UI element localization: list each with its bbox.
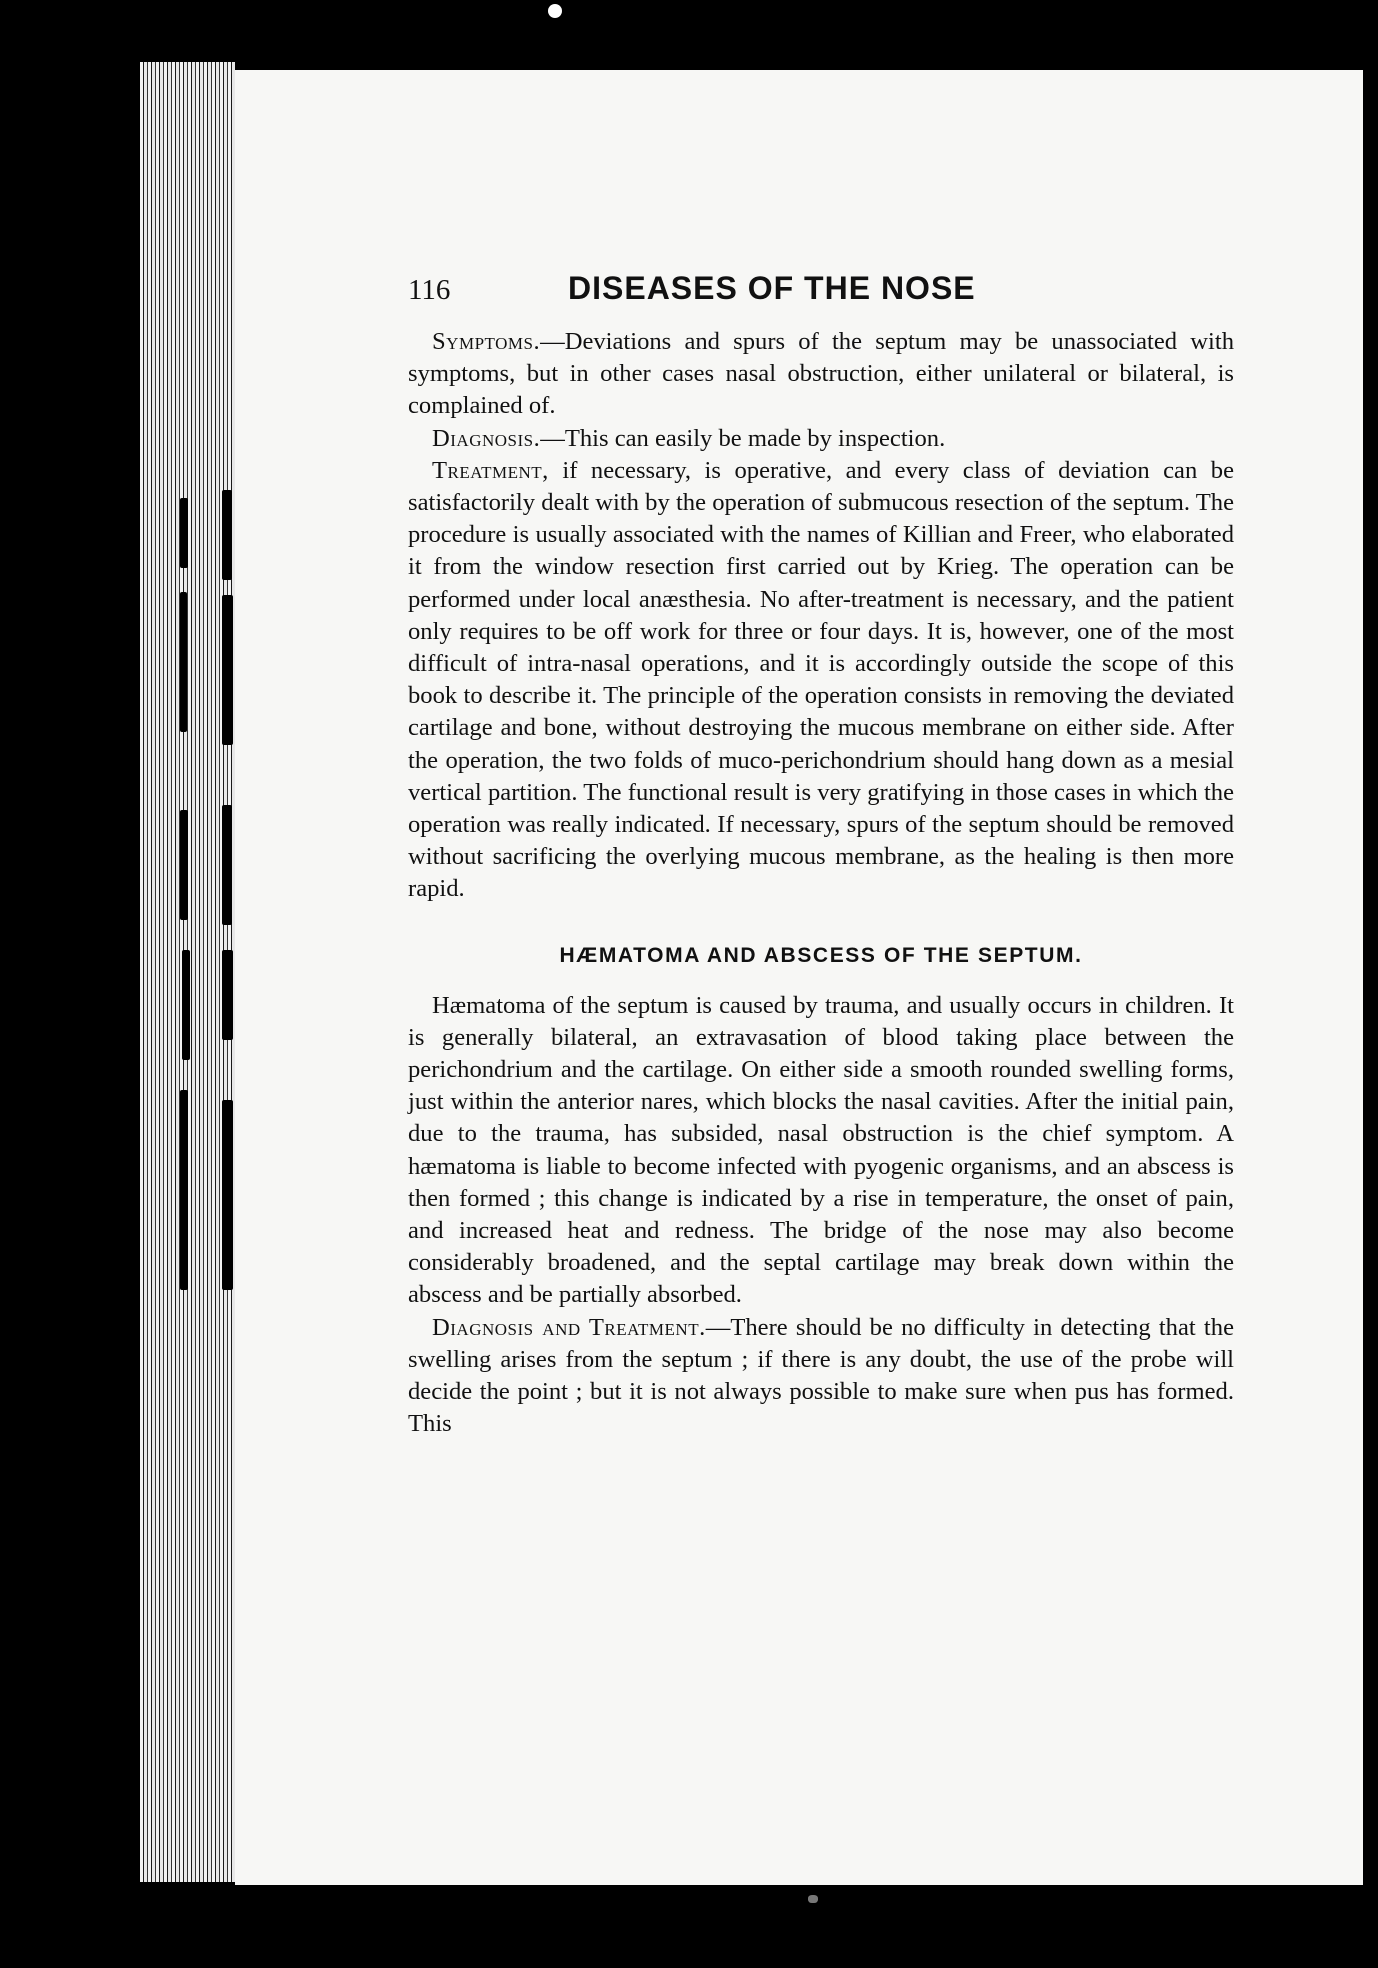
run-in-heading: Symptoms. (432, 328, 541, 355)
paragraph-text: if necessary, is operative, and every class of deviation can be satisfactorily dealt with by the operation of submucous resection of the septum. The procedure is usually associated with the names of Killian and Freer, who elaborated it from the window resection first carried out by Krieg. The operation can be performed under local anæsthesia. No after-treatment is necessary, and the patient only requires to be off work for three or four days. It is, however, one of the most difficult of intra-nasal operations, and it is accordingly outside the scope of this book to describe it. The principle of the operation consists in removing the deviated cartilage and bone, without destroying the mucous membrane on either side. After the operation, the two folds of muco-perichondrium should hang down as a mesial vertical partition. The functional result is very gratifying in those cases in which the operation was really indicated. If necessary, spurs of the septum should be removed without sacrificing the overlying mucous membrane, as the healing is then more rapid. (408, 456, 1234, 903)
page-number: 116 (408, 274, 451, 306)
paragraph-text: —This can easily be made by inspection. (540, 424, 946, 452)
run-in-heading: Diagnosis and Treatment. (432, 1313, 706, 1341)
paragraph-diagnosis-treatment (408, 1312, 1234, 1441)
scan-speck (808, 1895, 818, 1903)
running-title: DISEASES OF THE NOSE (568, 270, 976, 306)
scan-speck (548, 4, 562, 18)
paragraph-text: —Deviations and spurs of the septum may be unassociated with symptoms, but in other cases nasal obstruction, either unilateral or bilateral, is complained of. (408, 328, 1234, 420)
page-text-block (408, 270, 1234, 1441)
run-in-heading: Treatment, (432, 456, 549, 484)
paragraph-text: —There should be no difficulty in detecting that the swelling arises from the septum ; if there is any doubt, the use of the probe will decide the point ; but it is not always possible to make sure when pus has formed. This (408, 1313, 1234, 1438)
paragraph-symptoms (408, 326, 1234, 423)
paragraph-treatment (408, 455, 1234, 906)
paragraph-text: Hæmatoma of the septum is caused by trauma, and usually occurs in children. It is generally bilateral, an extravasation of blood taking place between the perichondrium and the cartilage. On either side a smooth rounded swelling forms, just within the anterior nares, which blocks the nasal cavities. After the initial pain, due to the trauma, has subsided, nasal obstruction is the chief symptom. A hæmatoma is liable to become infected with pyogenic organisms, and an abscess is then formed ; this change is indicated by a rise in temperature, the onset of pain, and increased heat and redness. The bridge of the nose may also become considerably broadened, and the septal cartilage may break down within the abscess and be partially absorbed. (408, 991, 1234, 1309)
section-heading: HÆMATOMA AND ABSCESS OF THE SEPTUM. (559, 943, 1083, 967)
paragraph-diagnosis (408, 423, 1234, 455)
run-in-heading: Diagnosis. (432, 424, 541, 452)
running-head (408, 270, 1234, 320)
paragraph-haematoma (408, 990, 1234, 1312)
